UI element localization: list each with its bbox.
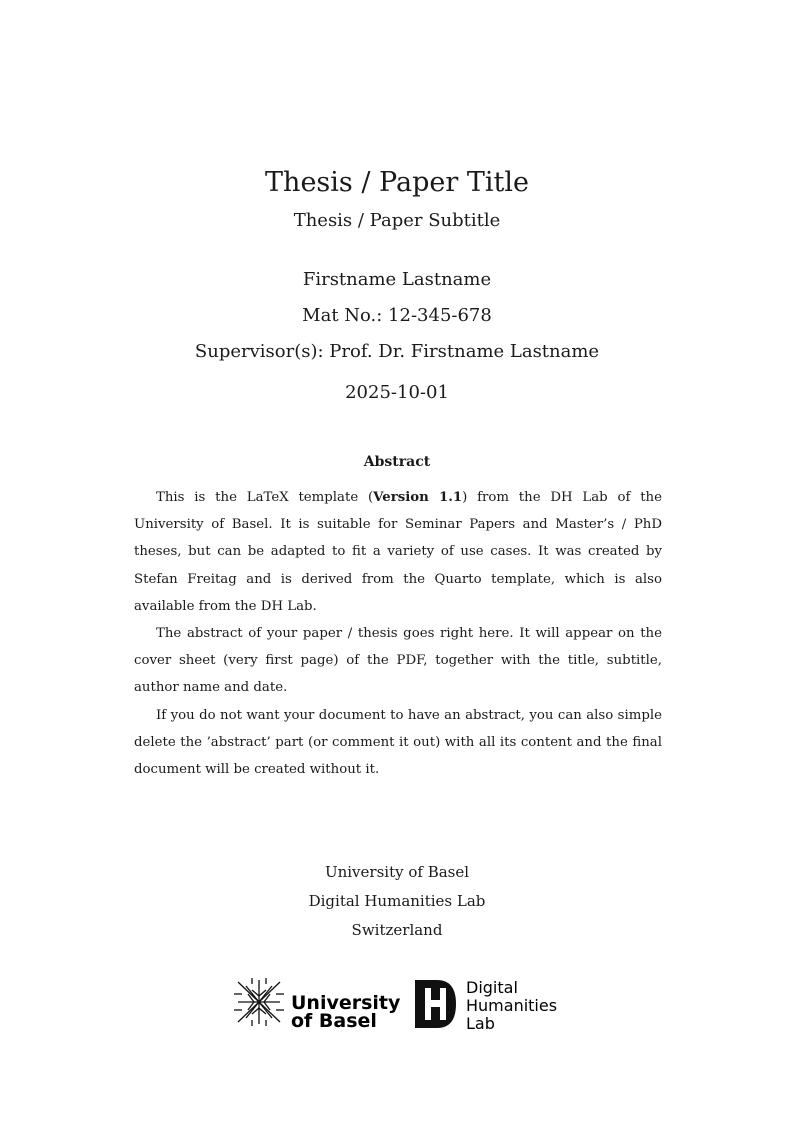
document-subtitle: Thesis / Paper Subtitle xyxy=(293,210,501,231)
dh-logo-line-2: Humanities xyxy=(466,996,558,1015)
abstract-body xyxy=(134,484,662,783)
abstract-p1-text-start: This is the LaTeX template ( xyxy=(156,490,374,505)
abstract-p1-text-end: ) from the DH Lab of the University of Basel. It is suitable for Seminar Papers and Master’s / PhD theses, but can be adapted to fit a variety of use cases. It was created by Stefan Freitag and is derived from the Quarto template, which is also available from the DH Lab. xyxy=(134,490,662,614)
university-of-basel-emblem-icon xyxy=(234,978,284,1026)
author-name: Firstname Lastname xyxy=(302,269,492,290)
affiliation-country: Switzerland xyxy=(351,921,443,939)
dh-lab-emblem-icon xyxy=(415,980,456,1028)
abstract-paragraph-1 xyxy=(134,484,662,620)
document-title: Thesis / Paper Title xyxy=(265,167,529,198)
dh-logo-line-1: Digital xyxy=(466,978,518,997)
affiliation-university: University of Basel xyxy=(324,863,470,881)
template-version: Version 1.1 xyxy=(373,490,463,505)
unibas-logo-line-1: University xyxy=(291,992,401,1014)
abstract-paragraph-2: The abstract of your paper / thesis goes right here. It will appear on the cover sheet (very first page) of the PDF, together with the title, subtitle, author name and date. xyxy=(134,626,662,696)
logos xyxy=(232,974,572,1038)
abstract-paragraph-3: If you do not want your document to have an abstract, you can also simple delete the ’abstract’ part (or comment it out) with all its content and the final document will be created without it. xyxy=(134,707,662,778)
document-date: 2025-10-01 xyxy=(345,382,449,403)
affiliation-lab: Digital Humanities Lab xyxy=(308,892,486,910)
unibas-logo-line-2: of Basel xyxy=(291,1010,377,1032)
abstract-heading: Abstract xyxy=(363,454,431,470)
matriculation-number: Mat No.: 12-345-678 xyxy=(302,305,492,326)
supervisor: Supervisor(s): Prof. Dr. Firstname Lastname xyxy=(194,341,600,362)
dh-logo-line-3: Lab xyxy=(466,1014,495,1033)
